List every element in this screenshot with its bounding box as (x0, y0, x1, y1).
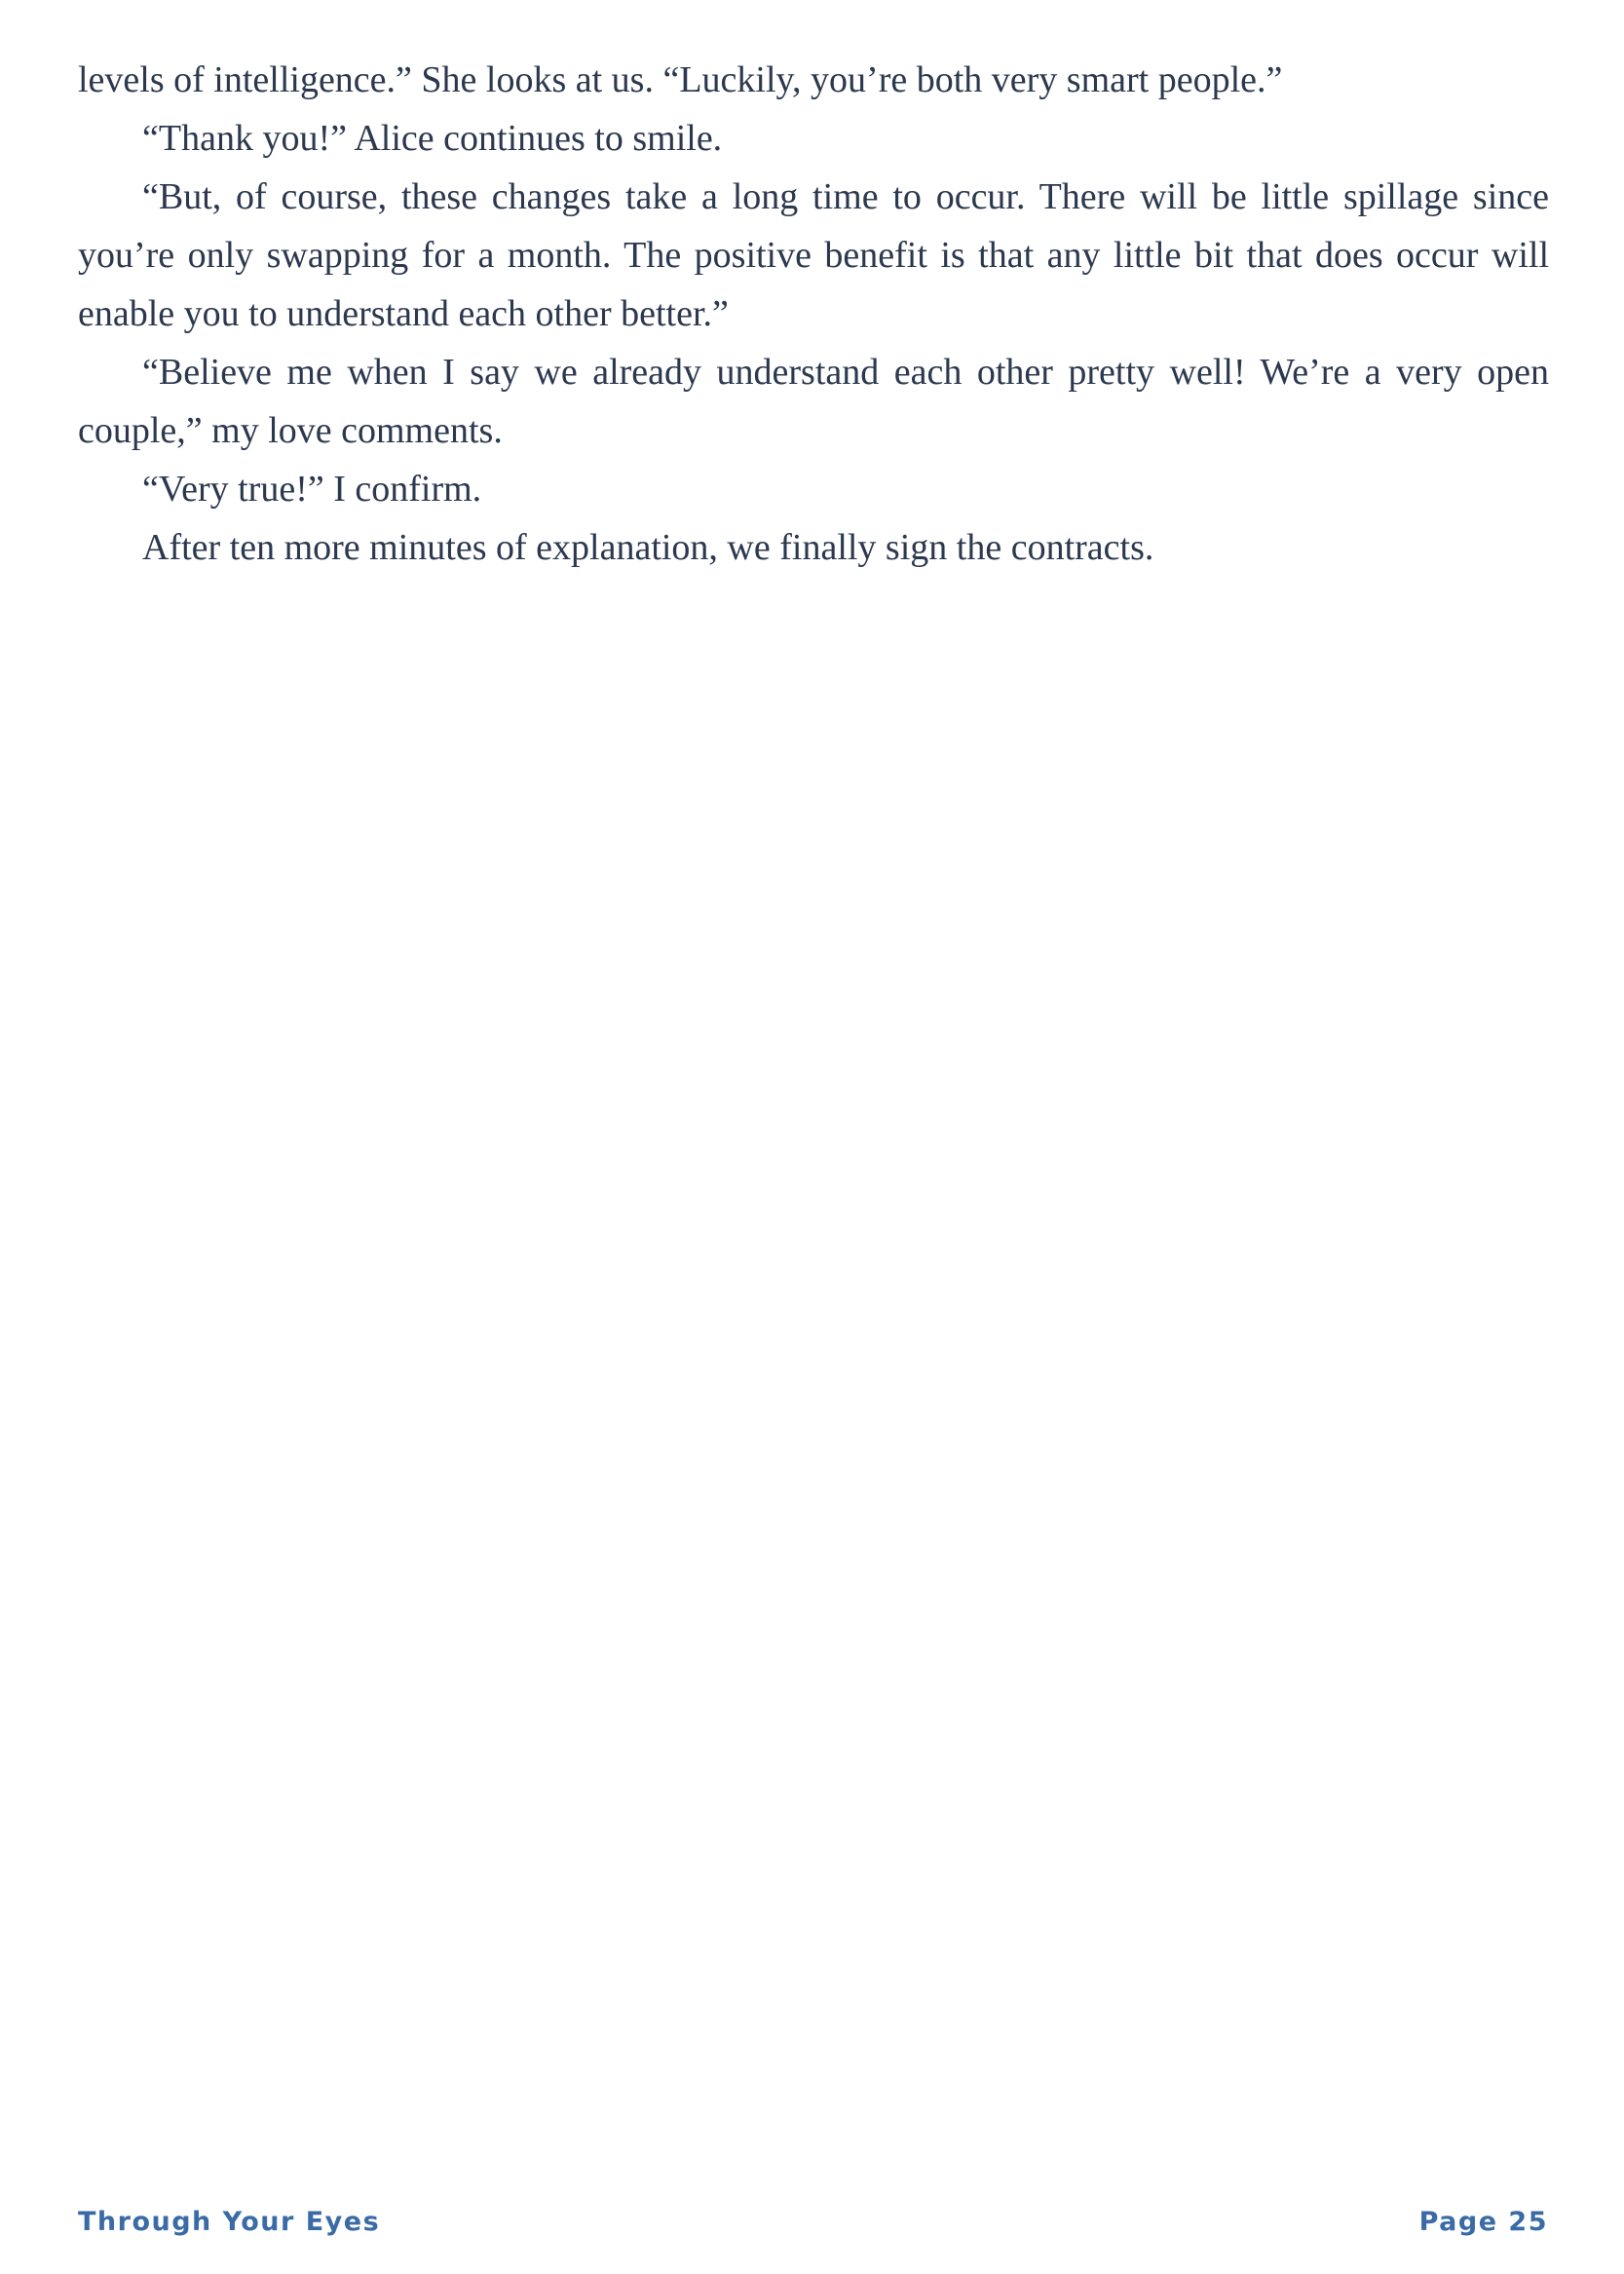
body-paragraph: “Very true!” I confirm. (142, 469, 482, 510)
body-paragraph: After ten more minutes of explanation, we finally sign the contracts. (142, 527, 1154, 568)
page-footer (78, 2207, 1548, 2237)
body-paragraph: “Believe me when I say we already understand each other pretty well! We’re a very open couple,” my love comments. (78, 352, 1549, 451)
body-paragraph: “But, of course, these changes take a long time to occur. There will be little spillage since you’re only swapping for a month. The positive benefit is that any little bit that does occur will enable you to understand each other better.” (78, 176, 1549, 334)
body-paragraph: “Thank you!” Alice continues to smile. (142, 118, 723, 159)
body-text (78, 51, 1549, 577)
body-paragraph: levels of intelligence.” She looks at us. “Luckily, you’re both very smart people.” (78, 59, 1283, 100)
footer-book-title: Through Your Eyes (78, 2207, 381, 2237)
footer-page-number: Page 25 (1418, 2207, 1548, 2237)
